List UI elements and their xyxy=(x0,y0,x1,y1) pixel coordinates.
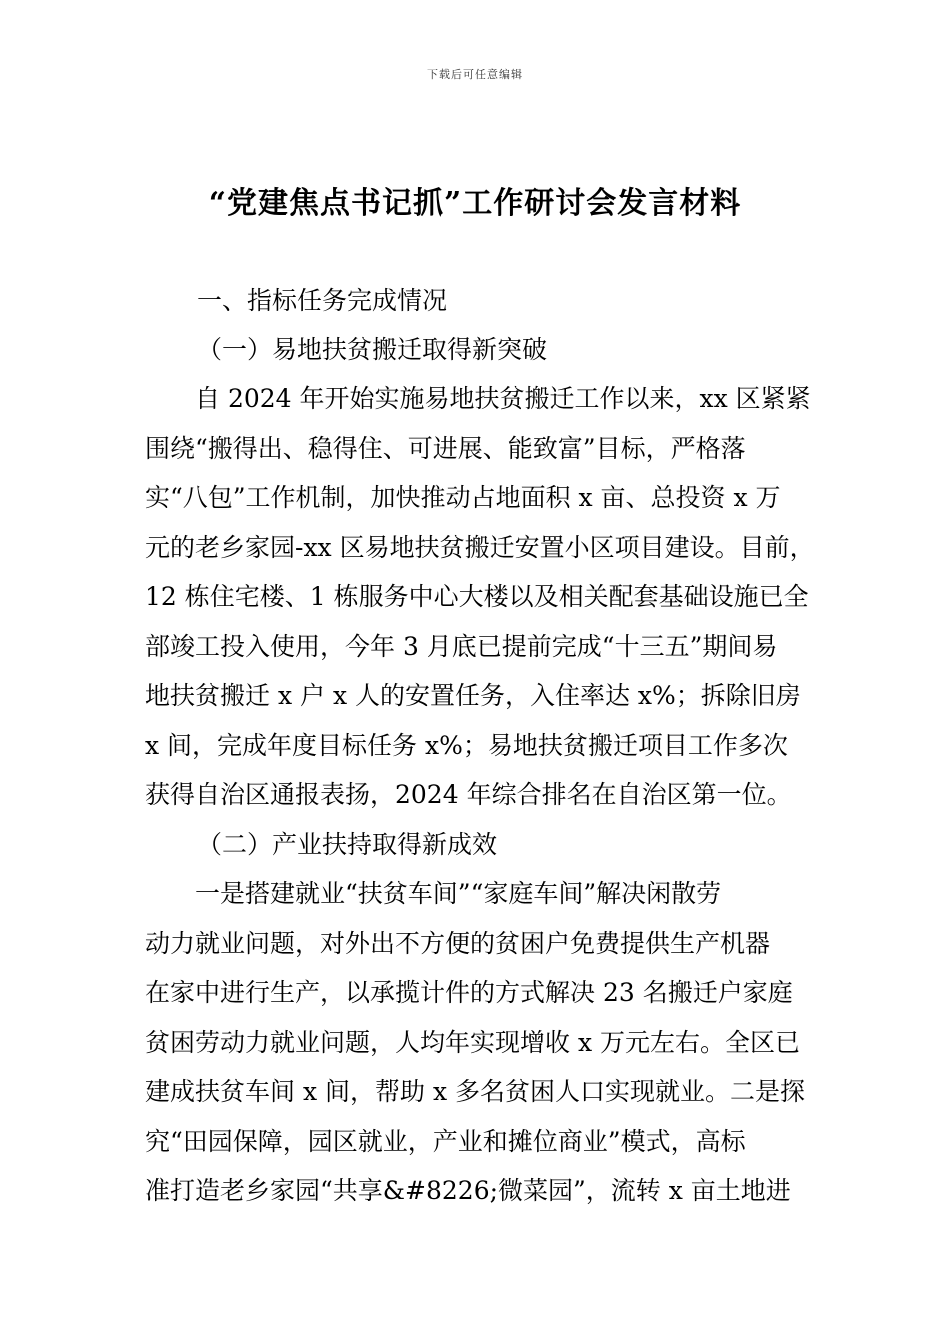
paragraph-line: 究“田园保障，园区就业，产业和摊位商业”模式，高标 xyxy=(145,1126,746,1156)
paragraph-line: 围绕“搬得出、稳得住、可进展、能致富”目标，严格落 xyxy=(145,433,746,463)
paragraph-line: 12 栋住宅楼、1 栋服务中心大楼以及相关配套基础设施已全 xyxy=(145,582,809,611)
paragraph-line: 一是搭建就业“扶贫车间”“家庭车间”解决闲散劳 xyxy=(145,879,722,908)
subsection-heading-1: （一）易地扶贫搬迁取得新突破 xyxy=(197,335,548,364)
paragraph-line: 贫困劳动力就业问题，人均年实现增收 x 万元左右。全区已 xyxy=(145,1027,800,1057)
paragraph-line: 地扶贫搬迁 x 户 x 人的安置任务，入住率达 x%；拆除旧房 xyxy=(145,681,801,710)
page-title: “党建焦点书记抓”工作研讨会发言材料 xyxy=(208,186,742,221)
header-note: 下载后可任意编辑 xyxy=(427,68,523,81)
paragraph-line: 准打造老乡家园“共享&#8226;微菜园”，流转 x 亩土地进 xyxy=(145,1176,791,1205)
paragraph-line: 自 2024 年开始实施易地扶贫搬迁工作以来，xx 区紧紧 xyxy=(145,384,811,413)
paragraph-industry xyxy=(145,869,815,1216)
paragraph-line: 动力就业问题，对外出不方便的贫困户免费提供生产机器 xyxy=(145,928,771,958)
paragraph-line: 获得自治区通报表扬，2024 年综合排名在自治区第一位。 xyxy=(145,780,792,809)
paragraph-line: 元的老乡家园-xx 区易地扶贫搬迁安置小区项目建设。目前， xyxy=(145,532,815,562)
subsection-heading-2: （二）产业扶持取得新成效 xyxy=(197,830,498,859)
section-heading-1: 一、指标任务完成情况 xyxy=(197,286,448,315)
paragraph-relocation xyxy=(145,374,815,820)
paragraph-line: 建成扶贫车间 x 间，帮助 x 多名贫困人口实现就业。二是探 xyxy=(145,1077,805,1106)
paragraph-line: 在家中进行生产，以承揽计件的方式解决 23 名搬迁户家庭 xyxy=(145,978,793,1007)
paragraph-line: 实“八包”工作机制，加快推动占地面积 x 亩、总投资 x 万 xyxy=(145,483,781,512)
paragraph-line: x 间，完成年度目标任务 x%；易地扶贫搬迁项目工作多次 xyxy=(145,730,788,760)
paragraph-line: 部竣工投入使用，今年 3 月底已提前完成“十三五”期间易 xyxy=(145,631,778,661)
